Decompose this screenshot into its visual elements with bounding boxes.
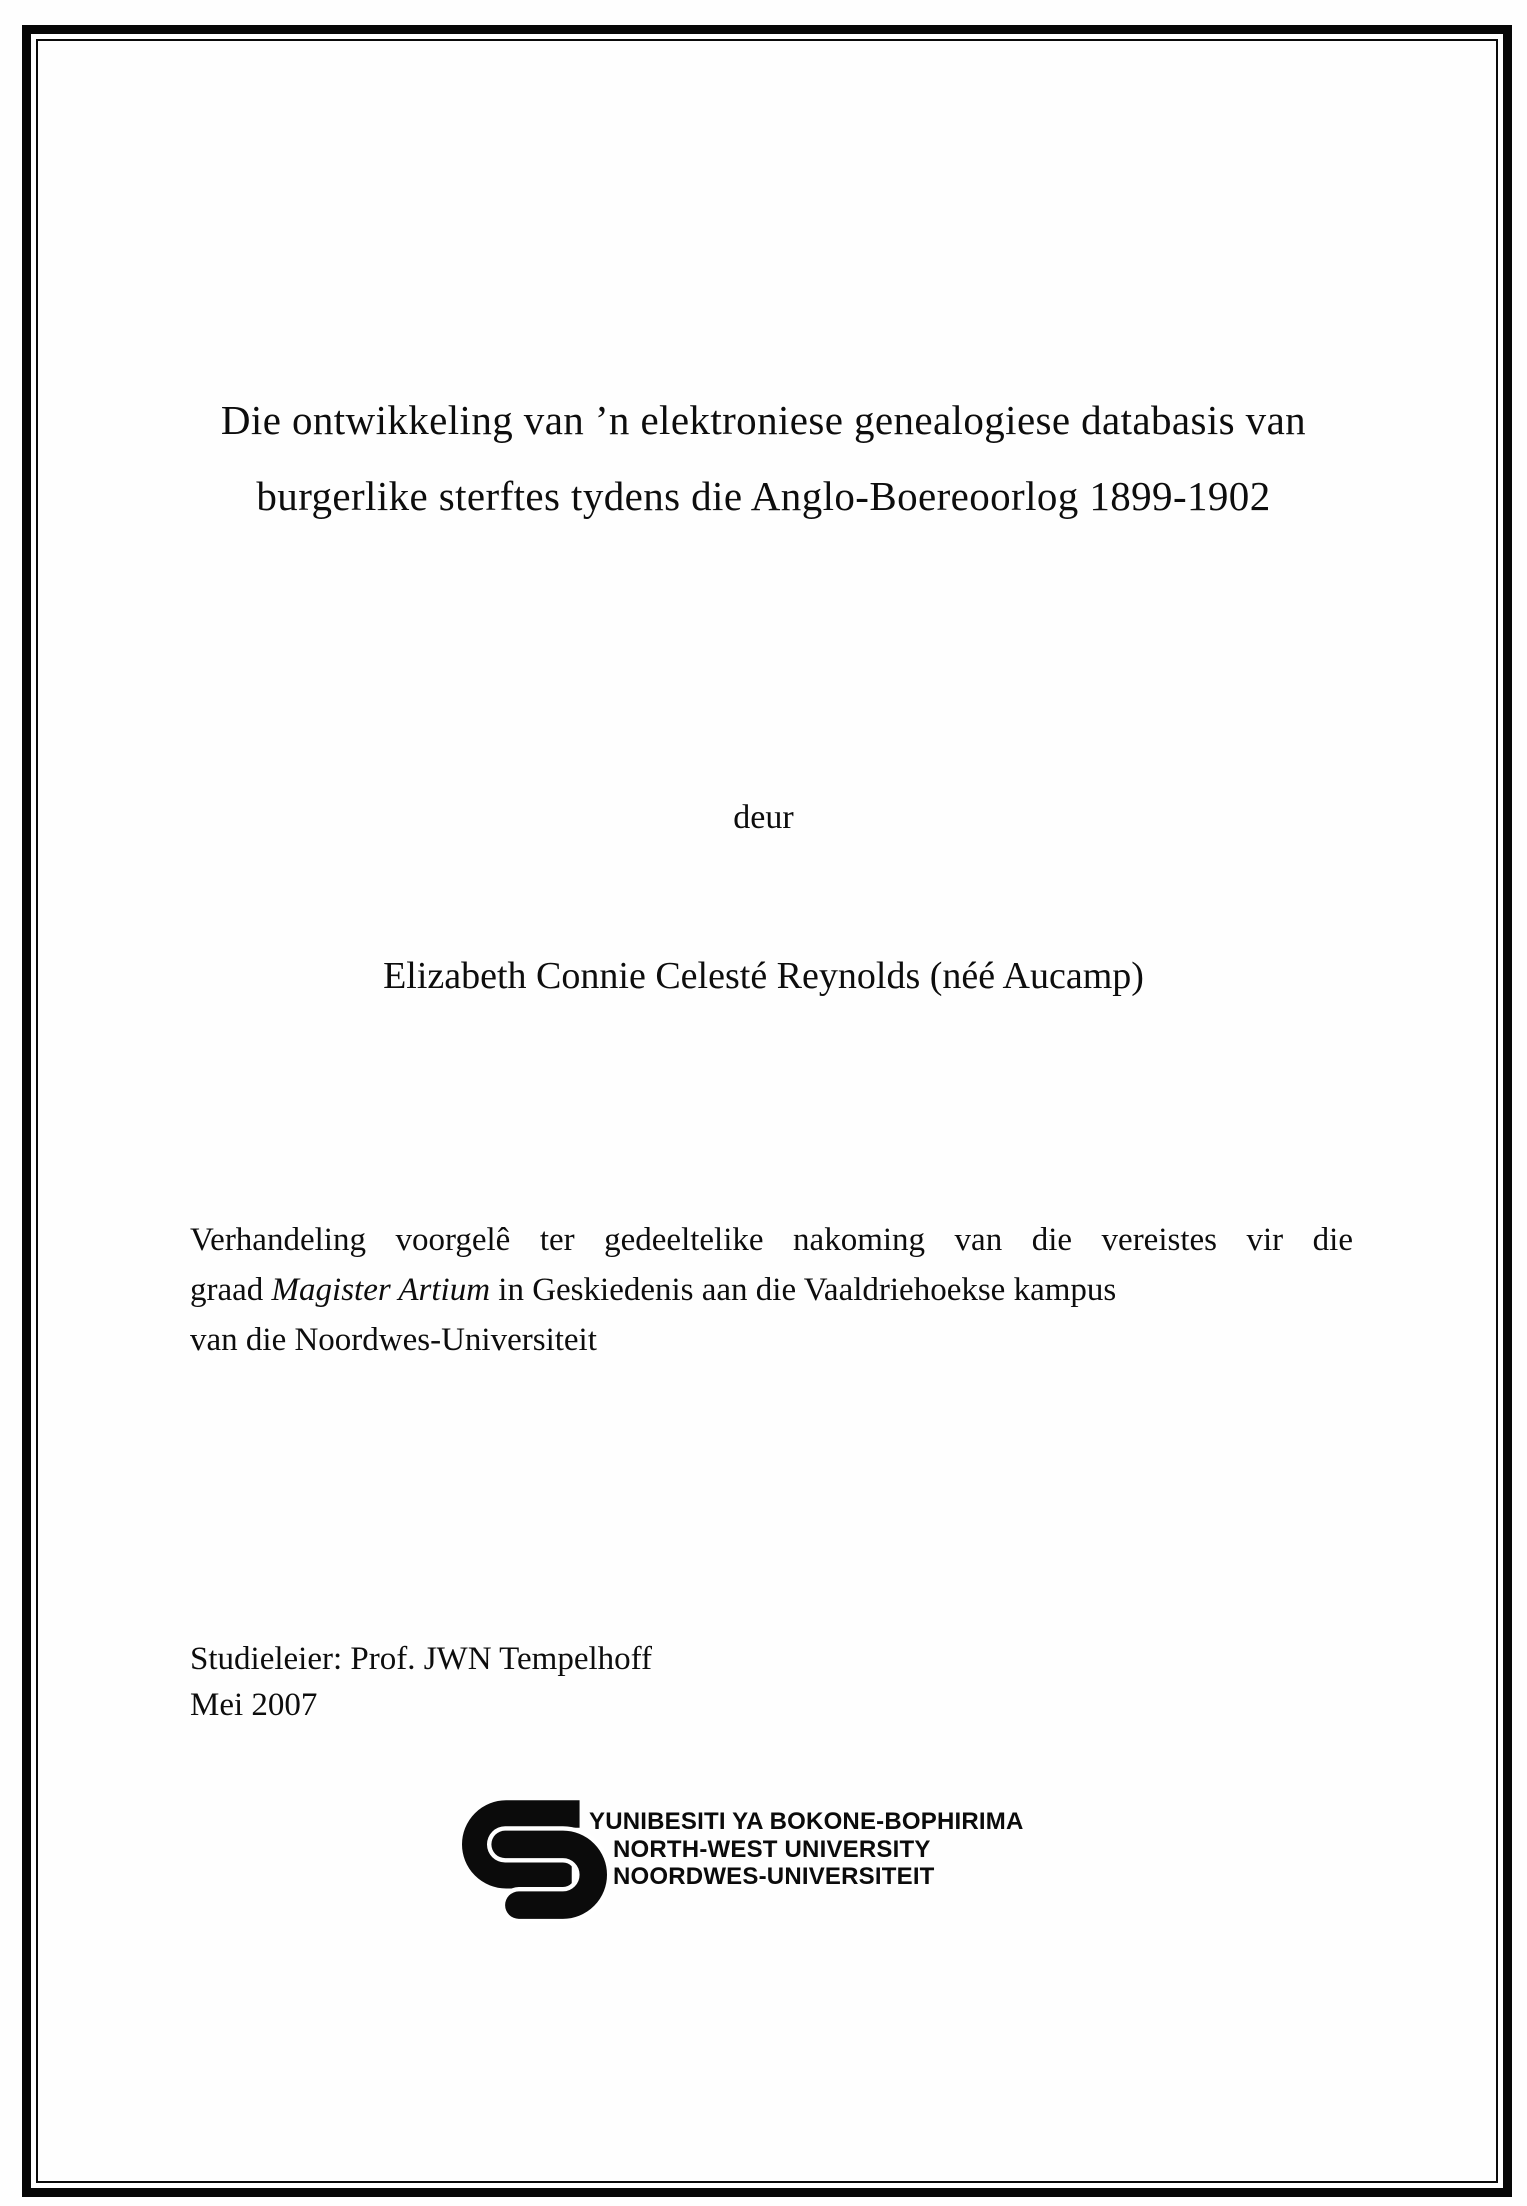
nwu-logo-line2: NORTH-WEST UNIVERSITY bbox=[613, 1835, 931, 1863]
nwu-logo bbox=[462, 1800, 1024, 1926]
thesis-title-line1: Die ontwikkeling van ’n elektroniese genealogiese databasis van bbox=[220, 397, 1307, 443]
nwu-logo-line3: NOORDWES-UNIVERSITEIT bbox=[613, 1863, 935, 1890]
submission-line1: Verhandeling voorgelê ter gedeeltelike nakoming van die vereistes vir die bbox=[190, 1222, 1353, 1258]
nwu-interlocked-links-icon bbox=[462, 1800, 607, 1926]
submission-line2 bbox=[190, 1265, 1353, 1315]
submission-degree-italic: Magister Artium bbox=[271, 1272, 491, 1308]
submission-line2-pre: graad bbox=[190, 1272, 272, 1308]
thesis-title bbox=[0, 382, 1527, 534]
byline-deur: deur bbox=[733, 799, 794, 836]
nwu-logo-text bbox=[589, 1808, 1024, 1891]
submission-line3: van die Noordwes-Universiteit bbox=[190, 1322, 597, 1358]
submission-statement bbox=[190, 1215, 1353, 1365]
author-name: Elizabeth Connie Celesté Reynolds (néé Aucamp) bbox=[383, 955, 1144, 997]
supervisor-line: Studieleier: Prof. JWN Tempelhoff bbox=[190, 1641, 653, 1677]
nwu-logo-line1: YUNIBESITI YA BOKONE-BOPHIRIMA bbox=[589, 1808, 1024, 1835]
submission-line2-post: in Geskiedenis aan die Vaaldriehoekse kampus bbox=[490, 1272, 1117, 1308]
supervisor-block bbox=[190, 1636, 652, 1728]
date-line: Mei 2007 bbox=[190, 1687, 318, 1723]
thesis-title-line2: burgerlike sterftes tydens die Anglo-Boereoorlog 1899-1902 bbox=[256, 473, 1271, 519]
